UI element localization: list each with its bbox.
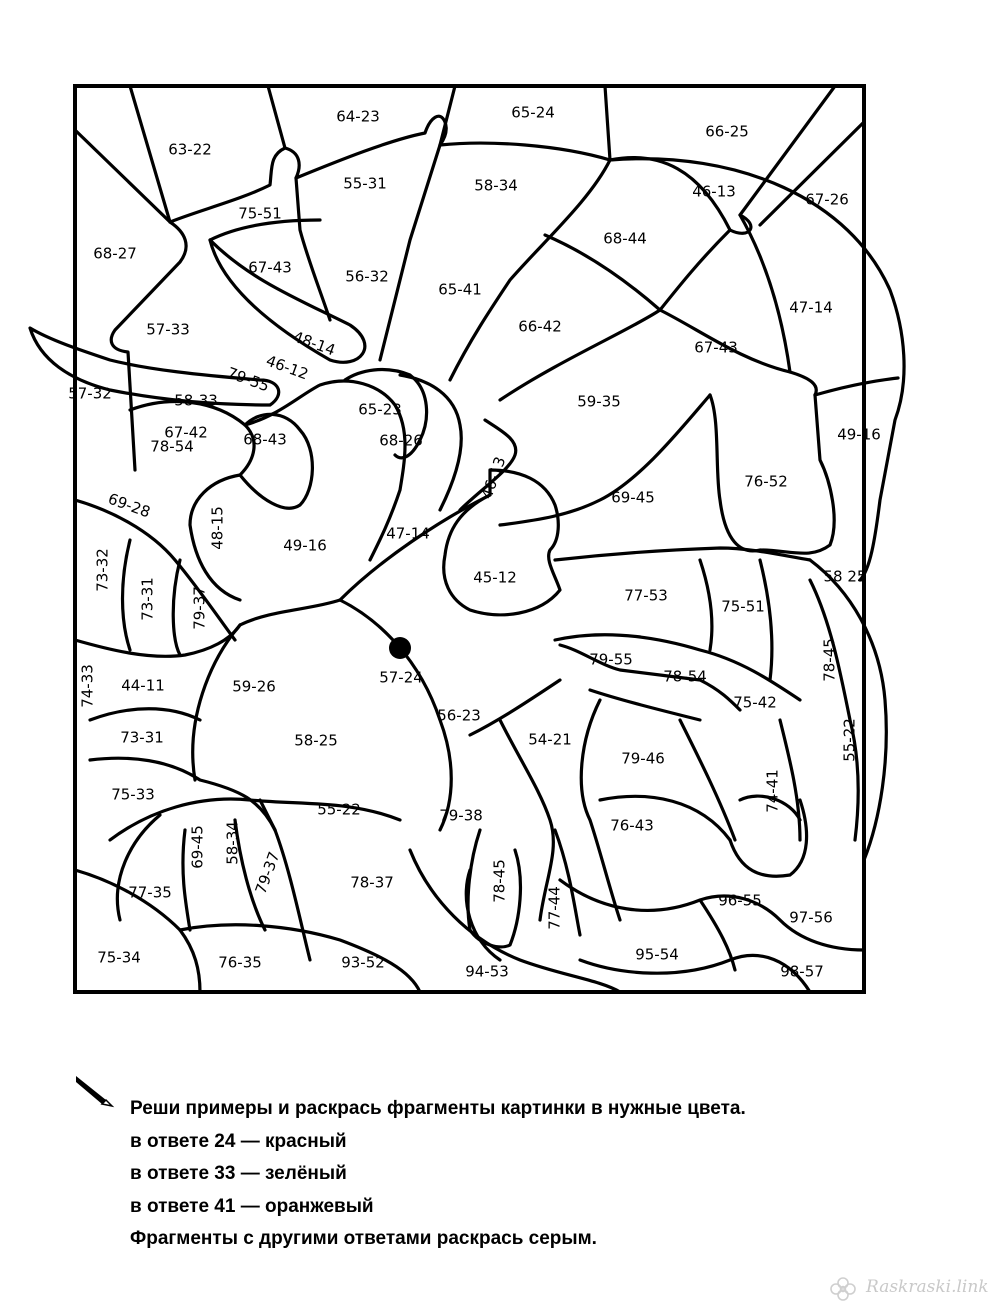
problem-label: 75-51 bbox=[238, 204, 282, 223]
problem-label: 74-41 bbox=[763, 769, 782, 813]
problem-label: 68-44 bbox=[603, 229, 647, 248]
problem-label: 65-23 bbox=[358, 400, 402, 419]
problem-label: 67-43 bbox=[248, 258, 292, 277]
watermark-text: Raskraski.link bbox=[866, 1277, 989, 1297]
problem-label: 45-12 bbox=[473, 568, 517, 587]
problem-label: 97-56 bbox=[789, 908, 833, 927]
problem-label: 79-38 bbox=[439, 806, 483, 825]
problem-label: 79-37 bbox=[251, 849, 284, 897]
problem-label: 67-26 bbox=[805, 190, 849, 209]
instruction-title: Реши примеры и раскрась фрагменты картинки в нужные цвета. bbox=[130, 1098, 746, 1119]
problem-label: 56-32 bbox=[345, 267, 389, 286]
problem-label: 94-53 bbox=[465, 962, 509, 981]
problem-label: 79-55 bbox=[589, 650, 633, 669]
problem-label: 79-46 bbox=[621, 749, 665, 768]
problem-label: 66-25 bbox=[705, 122, 749, 141]
rule-33: в ответе 33 — зелёный bbox=[130, 1163, 347, 1184]
problem-label: 55-31 bbox=[343, 174, 387, 193]
problem-label: 69-45 bbox=[611, 488, 655, 507]
problem-label: 79-37 bbox=[190, 586, 209, 630]
instruction-other: Фрагменты с другими ответами раскрась серым. bbox=[130, 1228, 597, 1249]
problem-label: 63-22 bbox=[168, 140, 212, 159]
problem-label: 69-45 bbox=[188, 825, 207, 869]
problem-label: 57-24 bbox=[379, 668, 423, 687]
problem-label: 49-16 bbox=[283, 536, 327, 555]
rule-24: в ответе 24 — красный bbox=[130, 1130, 347, 1152]
problem-label: 58-33 bbox=[174, 391, 218, 410]
problem-label: 67-42 bbox=[164, 423, 208, 442]
problem-label: 73-32 bbox=[93, 548, 112, 592]
problem-label: 44-11 bbox=[121, 676, 165, 695]
problem-label: 55-22 bbox=[840, 718, 859, 762]
problem-label: 46-13 bbox=[477, 454, 510, 502]
problem-label: 78-37 bbox=[350, 873, 394, 892]
problem-label: 69-28 bbox=[105, 489, 153, 522]
outline-drawing bbox=[30, 86, 904, 992]
problem-label: 55-22 bbox=[317, 800, 361, 819]
problem-label: 67-43 bbox=[694, 338, 738, 357]
problem-label: 78-45 bbox=[820, 638, 839, 682]
problem-label: 77-35 bbox=[128, 883, 172, 902]
problem-label: 73-31 bbox=[120, 728, 164, 747]
problem-label: 64-23 bbox=[336, 107, 380, 126]
problem-label: 47-14 bbox=[789, 298, 833, 317]
problem-label: 47-14 bbox=[386, 524, 430, 543]
problem-label: 68-43 bbox=[243, 430, 287, 449]
problem-label: 57-32 bbox=[68, 384, 112, 403]
problem-label: 77-44 bbox=[545, 886, 564, 930]
problem-label: 75-33 bbox=[111, 785, 155, 804]
problem-label: 59-35 bbox=[577, 392, 621, 411]
problem-label: 93-52 bbox=[341, 953, 385, 972]
problem-label: 54-21 bbox=[528, 730, 572, 749]
problem-label: 46-13 bbox=[692, 182, 736, 201]
problem-label: 58-25 bbox=[294, 731, 338, 750]
problem-label: 96-55 bbox=[718, 891, 762, 910]
problem-label: 73-31 bbox=[138, 577, 157, 621]
problem-label: 95-54 bbox=[635, 945, 679, 964]
problem-label: 68-27 bbox=[93, 244, 137, 263]
problem-label: 58 25 bbox=[823, 567, 867, 586]
problem-label: 76-43 bbox=[610, 816, 654, 835]
problem-label: 48-15 bbox=[208, 506, 227, 550]
problem-label: 59-26 bbox=[232, 677, 276, 696]
problem-label: 58-34 bbox=[474, 176, 518, 195]
problem-label: 78-54 bbox=[150, 437, 194, 456]
problem-label: 75-34 bbox=[97, 948, 141, 967]
instructions bbox=[130, 1093, 890, 1256]
problem-label: 66-42 bbox=[518, 317, 562, 336]
problem-label: 78-45 bbox=[490, 859, 509, 903]
problem-label: 75-51 bbox=[721, 597, 765, 616]
problem-label: 65-24 bbox=[511, 103, 555, 122]
problem-label: 77-53 bbox=[624, 586, 668, 605]
problem-label: 76-52 bbox=[744, 472, 788, 491]
problem-label: 75-42 bbox=[733, 693, 777, 712]
rule-41: в ответе 41 — оранжевый bbox=[130, 1195, 374, 1217]
problem-label: 65-41 bbox=[438, 280, 482, 299]
problem-label: 74-33 bbox=[78, 664, 97, 708]
problem-label: 76-35 bbox=[218, 953, 262, 972]
problem-label: 49-16 bbox=[837, 425, 881, 444]
problem-label: 57-33 bbox=[146, 320, 190, 339]
problem-label: 58-34 bbox=[223, 821, 242, 865]
problem-label: 98-57 bbox=[780, 962, 824, 981]
problem-label: 79-55 bbox=[224, 363, 272, 396]
problem-label: 68-26 bbox=[379, 431, 423, 450]
pencil-icon bbox=[72, 1070, 120, 1110]
problem-label: 46-12 bbox=[263, 351, 311, 384]
problem-label: 78-54 bbox=[663, 667, 707, 686]
problem-label: 48-14 bbox=[290, 327, 338, 360]
eye-dot bbox=[389, 637, 411, 659]
problem-label: 56-23 bbox=[437, 706, 481, 725]
